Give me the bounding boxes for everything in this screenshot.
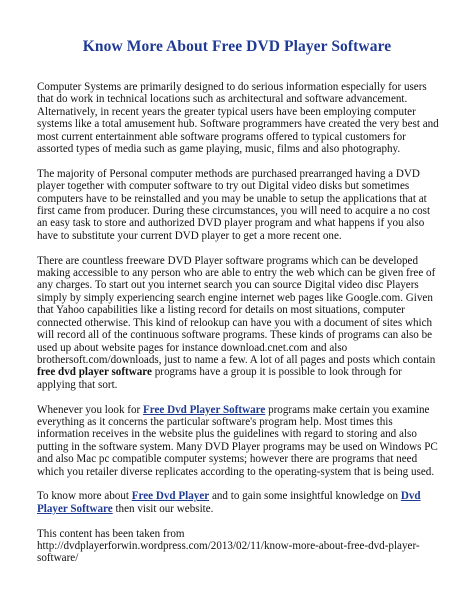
paragraph-freeware <box>37 255 441 391</box>
paragraph-know-more-text-c: then visit our website. <box>112 502 214 515</box>
source-intro-text: This content has been taken from <box>37 527 185 540</box>
paragraph-know-more-text-b: and to gain some insightful knowledge on <box>209 490 401 503</box>
source-url: http://dvdplayerforwin.wordpress.com/2013/02/11/know-more-about-free-dvd-player-software/ <box>37 539 420 565</box>
paragraph-dvd-player-methods: The majority of Personal computer methods are purchased prearranged having a DVD player together with computer software to try out Digital video disks but sometimes computers have to be reinstalled and you may be unable to setup the applications that at first came from producer. During these circumstances, you will need to acquire a no cost an easy task to store and authorized DVD player program and what happens if you also have to substitute your current DVD player to get a more recent one. <box>37 167 431 242</box>
paragraph-search-text-b: programs make certain you examine everything as it concerns the particular software's program help. Most times this information receives in the website plus the guidelines with regard to storing and also putting in the software system. Many DVD Player programs may be used on Windows PC and also Mac pc compatible computer systems; however there are programs that need which you retailer diverse replicates according to the operating-system that is being used. <box>37 403 438 478</box>
paragraph-source <box>37 528 441 565</box>
paragraph-search-tips <box>37 404 441 478</box>
paragraph-know-more <box>37 490 441 515</box>
article-body <box>37 81 441 577</box>
paragraph-freeware-text-a: There are countless freeware DVD Player software programs which can be developed making accessible to any person who are able to entry the web which can be given free of any charges. To start out you internet search you can source Digital video disc Players simply by simply experiencing search engine internet web pages like Google.com. Given that Yahoo capabilities like a listing record for details on most situations, computer connected otherwise. This kind of relookup can have you with a document of sites which will record all of the continuous software programs. These kinds of programs can also be used up about website pages for instance download.cnet.com and also brothersoft.com/downloads, just to name a few. A lot of all pages and posts which contain <box>37 254 436 366</box>
paragraph-search-text-a: Whenever you look for <box>37 403 143 416</box>
link-free-dvd-player[interactable]: Free Dvd Player <box>131 490 210 503</box>
page-title: Know More About Free DVD Player Software <box>82 38 392 55</box>
link-dvd-player-software[interactable]: Dvd Player Software <box>37 490 421 515</box>
keyword-free-dvd-player-software: free dvd player software <box>37 366 152 379</box>
paragraph-intro: Computer Systems are primarily designed to do serious information especially for users that do work in technical locations such as architectural and software advancement. Alternatively, in recent years the greater typical users have been employing computer systems like a total amusement hub. Software programmers have created the very best and most current entertainment able software programs offered to typical customers for assorted types of media such as game playing, music, films and also photography. <box>37 81 439 156</box>
paragraph-know-more-text-a: To know more about <box>37 490 132 503</box>
paragraph-freeware-text-b: programs have a group it is possible to look through for applying that sort. <box>37 366 402 391</box>
link-free-dvd-player-software[interactable]: Free Dvd Player Software <box>142 403 266 416</box>
